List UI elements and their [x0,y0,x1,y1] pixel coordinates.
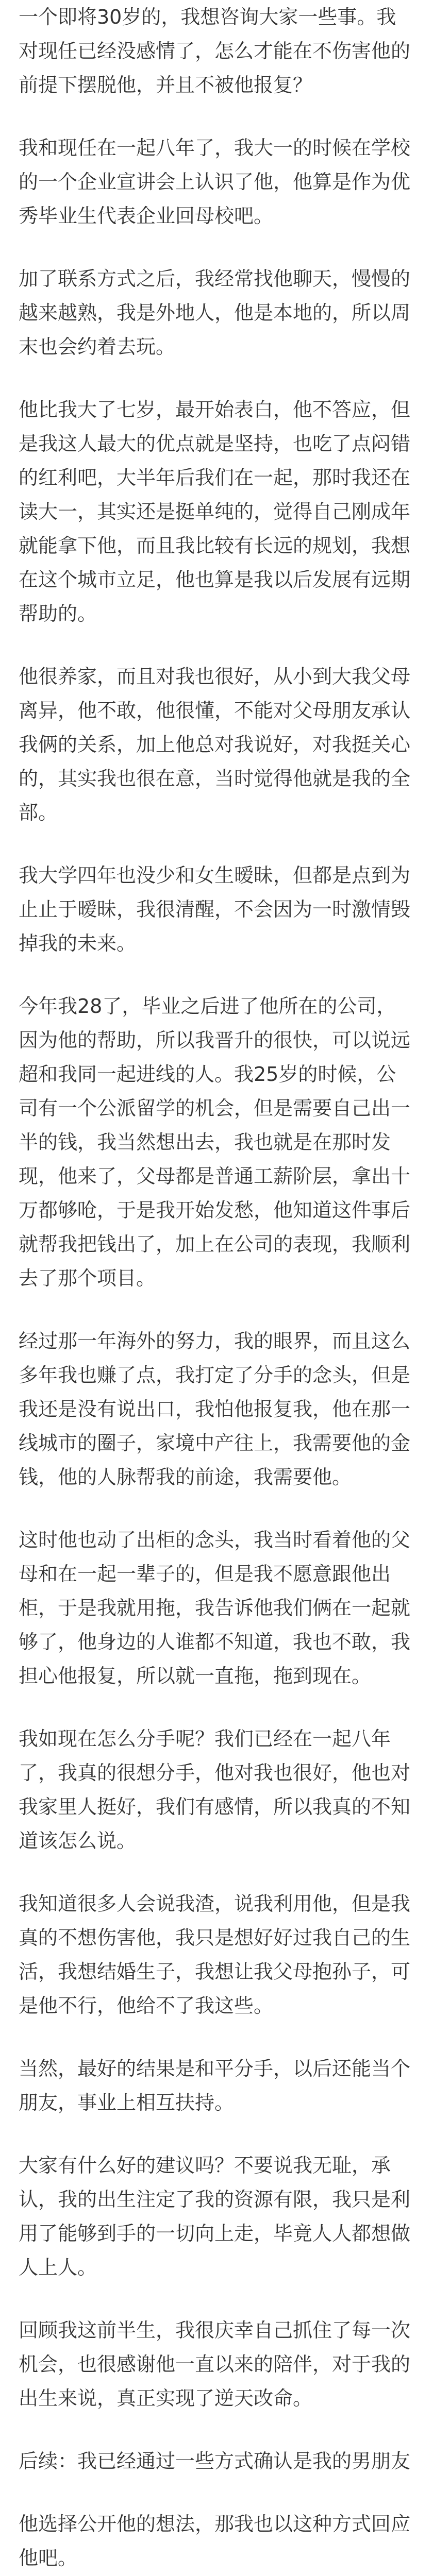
paragraph: 他很养家，而且对我也很好，从小到大我父母离异，他不敢，他很懂，不能对父母朋友承认我俩的关系，加上他总对我说好，对我挺关心的，其实我也很在意，当时觉得他就是我的全部。 [19,665,411,824]
paragraph: 这时他也动了出柜的念头，我当时看着他的父母和在一起一辈子的，但是我不愿意跟他出柜，于是我就用拖，我告诉他我们俩在一起就够了，他身边的人谁都不知道，我也不敢，我担心他报复，所以就一直拖，拖到现在。 [19,1529,411,1687]
paragraph: 加了联系方式之后，我经常找他聊天，慢慢的越来越熟，我是外地人，他是本地的，所以周末也会约着去玩。 [19,267,411,358]
paragraph: 我和现任在一起八年了，我大一的时候在学校的一个企业宣讲会上认识了他，他算是作为优秀毕业生代表企业回母校吧。 [19,137,411,227]
paragraph: 我知道很多人会说我渣，说我利用他，但是我真的不想伤害他，我只是想好好过我自己的生活，我想结婚生子，我想让我父母抱孙子，可是他不行，他给不了我这些。 [19,1892,411,2017]
paragraph: 后续：我已经通过一些方式确认是我的男朋友 [19,2450,411,2472]
paragraph: 回顾我这前半生，我很庆幸自己抓住了每一次机会，也很感谢他一直以来的陪伴，对于我的出生来说，真正实现了逆天改命。 [19,2319,411,2410]
paragraph: 他选择公开他的想法，那我也以这种方式回应他吧。 [19,2513,411,2569]
paragraph: 他比我大了七岁，最开始表白，他不答应，但是我这人最大的优点就是坚持，也吃了点闷错的红利吧，大半年后我们在一起，那时我还在读大一，其实还是挺单纯的，觉得自己刚成年就能拿下他，而且我比较有长远的规划，我想在这个城市立足，他也算是我以后发展有远期帮助的。 [19,398,411,625]
paragraph: 我大学四年也没少和女生暧昧，但都是点到为止止于暧昧，我很清醒，不会因为一时激情毁掉我的未来。 [19,864,411,955]
paragraph: 一个即将30岁的，我想咨询大家一些事。我对现任已经没感情了，怎么才能在不伤害他的前提下摆脱他，并且不被他报复？ [19,6,411,96]
paragraph: 当然，最好的结果是和平分手，以后还能当个朋友，事业上相互扶持。 [19,2057,411,2114]
paragraph: 今年我28了，毕业之后进了他所在的公司，因为他的帮助，所以我晋升的很快，可以说远超和我同一起进线的人。我25岁的时候，公司有一个公派留学的机会，但是需要自己出一半的钱，我当然想出去，我也就是在那时发现，他来了，父母都是普通工薪阶层，拿出十万都够呛，于是我开始发愁，他知道这件事后就帮我把钱出了，加上在公司的表现，我顺利去了那个项目。 [19,995,411,1290]
paragraph: 大家有什么好的建议吗？不要说我无耻，承认，我的出生注定了我的资源有限，我只是利用了能够到手的一切向上走，毕竟人人都想做人上人。 [19,2154,411,2279]
paragraph: 经过那一年海外的努力，我的眼界，而且这么多年我也赚了点，我打定了分手的念头，但是我还是没有说出口，我怕他报复我，他在那一线城市的圈子，家境中产往上，我需要他的金钱，他的人脉帮我的前途，我需要他。 [19,1330,411,1488]
paragraph: 我如现在怎么分手呢？我们已经在一起八年了，我真的很想分手，他对我也很好，他也对我家里人挺好，我们有感情，所以我真的不知道该怎么说。 [19,1727,411,1852]
